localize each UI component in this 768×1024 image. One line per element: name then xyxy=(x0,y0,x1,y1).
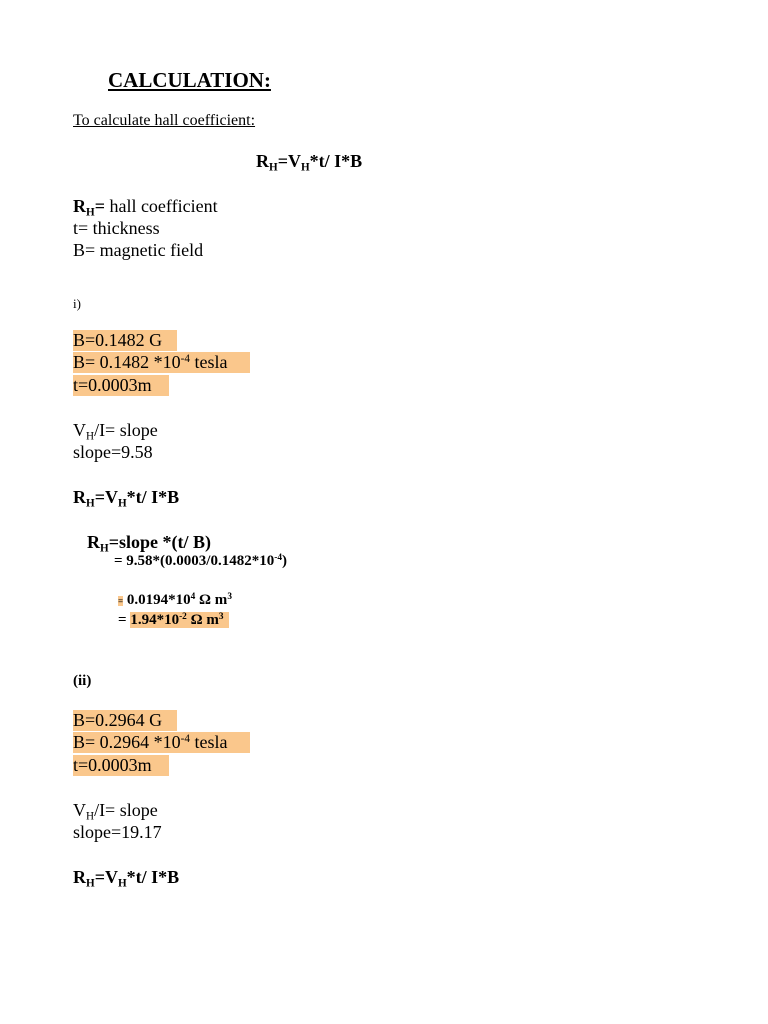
page-title: CALCULATION: xyxy=(108,68,271,92)
part-2-label: (ii) xyxy=(73,673,92,689)
part-1-vh-slope: $V_H/I=$ slope xyxy=(73,420,158,443)
part-1-result-1: = $0.0194*10^4$ Ω $m^3$ xyxy=(118,591,232,608)
part-1-label: i) xyxy=(73,296,81,311)
part-1-thickness: t=0.0003m xyxy=(73,375,169,396)
part-2-vh-slope: $V_H/I=$ slope xyxy=(73,800,158,823)
part-1-substitution: = $9.58*(0.0003/0.1482*10^{-4})$ xyxy=(114,552,287,569)
main-formula: $R_H=V_H*t/$ I*B xyxy=(256,151,363,174)
part-1-result-2: = $1.94*10^{-2}$ Ω $m^3$ xyxy=(118,612,229,629)
part-1-b-tesla: B= 0.1482 $*10^{-4}$ tesla xyxy=(73,352,250,373)
definition-rh: $R_H=$ hall coefficient xyxy=(73,196,218,219)
part-1-b-gauss: B=0.1482 G xyxy=(73,330,177,351)
part-1-formula: $R_H=V_H*t/$ I*B xyxy=(73,487,180,510)
part-2-b-gauss: B=0.2964 G xyxy=(73,710,177,731)
part-2-thickness: t=0.0003m xyxy=(73,755,169,776)
part-2-b-tesla: B= 0.2964 $*10^{-4}$ tesla xyxy=(73,732,250,753)
intro-text: To calculate hall coefficient: xyxy=(73,112,256,129)
definition-b: B= magnetic field xyxy=(73,240,204,260)
definition-t: t= thickness xyxy=(73,218,160,238)
part-1-slope-value: slope=9.58 xyxy=(73,442,153,462)
part-1-rh-slope: $R_H=slope$ *(t/ B) xyxy=(87,532,211,555)
part-2-slope-value: slope=19.17 xyxy=(73,822,162,842)
part-2-formula: $R_H=V_H*t/$ I*B xyxy=(73,867,180,890)
